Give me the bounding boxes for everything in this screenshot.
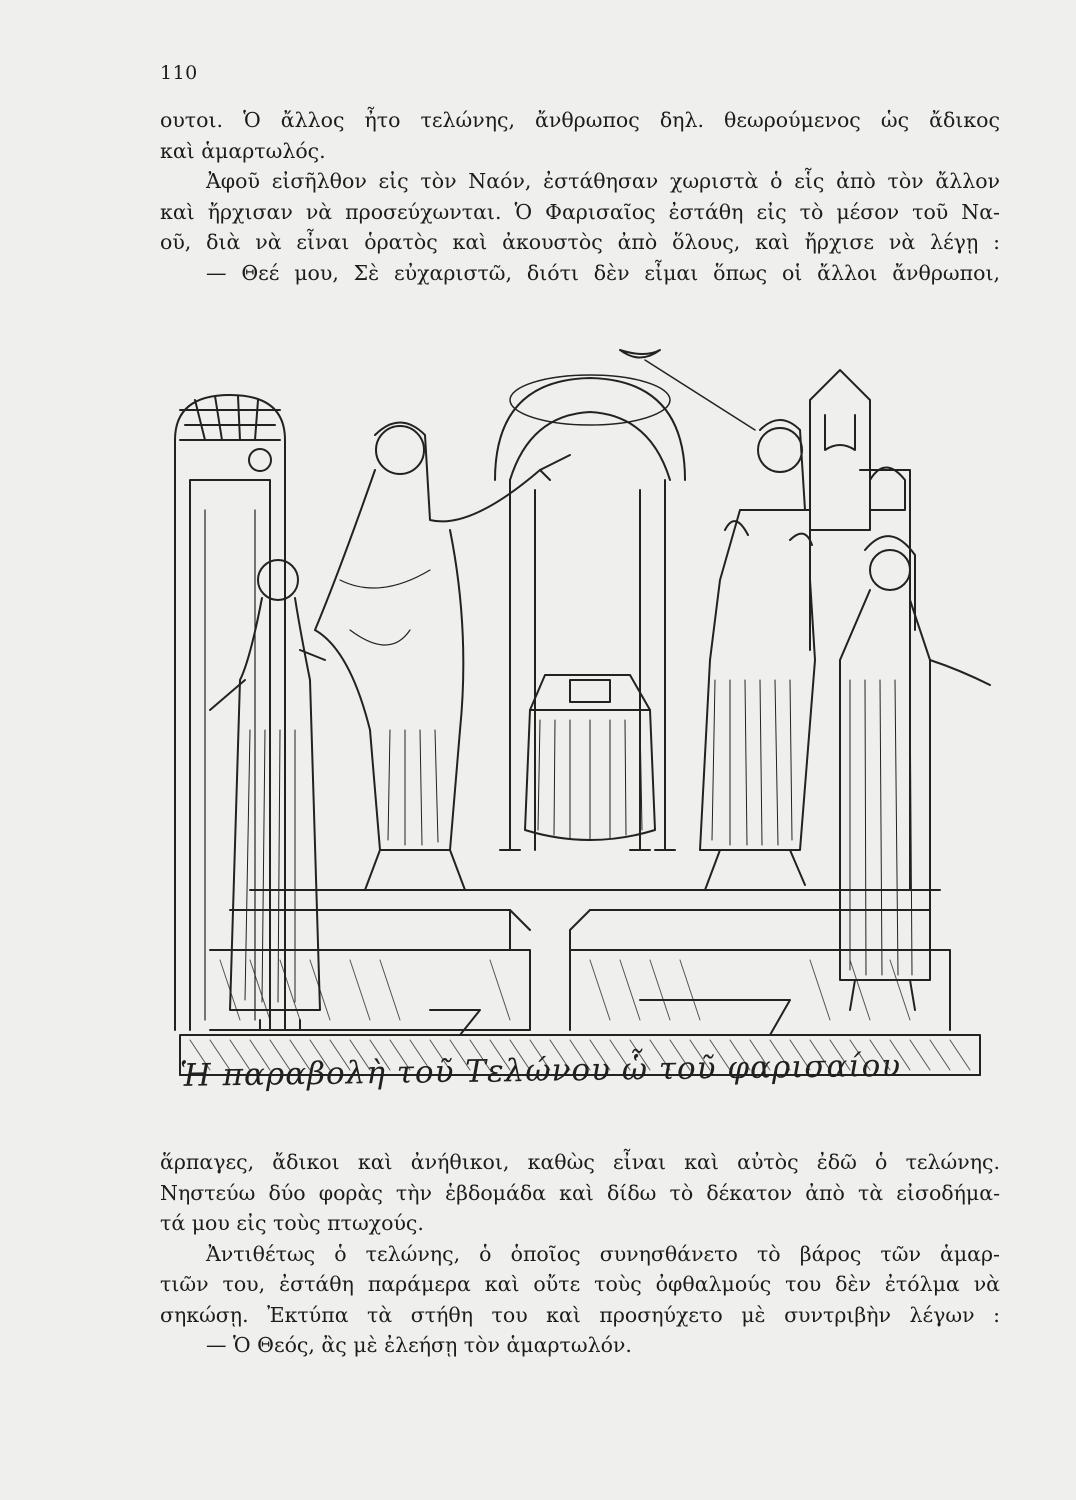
text-line: — Ὁ Θεός, ἂς μὲ ἐλεήσῃ τὸν ἁμαρτωλόν. (206, 1333, 632, 1357)
saint-figure-right (840, 536, 990, 1010)
page-number: 110 (160, 62, 198, 84)
canopy-ciborium (495, 375, 685, 850)
right-buildings (810, 370, 910, 890)
text-line: Νηστεύω δύο φορὰς τὴν ἑβδομάδα καὶ δίδω τὸ δέκατον ἀπὸ τὰ εἰσοδήμα- (160, 1180, 1000, 1205)
left-arch-building (175, 395, 285, 1030)
text-line: Ἀντιθέτως ὁ τελώνης, ὁ ὁποῖος συνησθάνετο τὸ βάρος τῶν ἁμαρ- (206, 1241, 1000, 1266)
illustration-drawing (150, 330, 1030, 1120)
text-line: τιῶν του, ἐστάθη παράμερα καὶ οὔτε τοὺς ὀφθαλμούς του δὲν ἐτόλμα νὰ (160, 1272, 1000, 1296)
text-line: καὶ ἤρχισαν νὰ προσεύχωνται. Ὁ Φαρισαῖος ἐστάθη εἰς τὸ μέσον τοῦ Να- (160, 199, 1000, 224)
parable-illustration (150, 330, 1030, 1120)
publican-figure (210, 560, 325, 1030)
illustration-caption: Ἡ παραβολὴ τοῦ Τελώνου ὧ τοῦ φαρισαίου (179, 1047, 902, 1094)
top-text-block (160, 105, 1000, 288)
steps-platform (180, 890, 980, 1075)
text-line: καὶ ἁμαρτωλός. (160, 138, 326, 163)
text-line: Ἀφοῦ εἰσῆλθον εἰς τὸν Ναόν, ἐστάθησαν χωριστὰ ὁ εἷς ἀπὸ τὸν ἄλλον (206, 169, 1000, 193)
text-line: οῦ, διὰ νὰ εἶναι ὁρατὸς καὶ ἀκουστὸς ἀπὸ ὅλους, καὶ ἤρχισε νὰ λέγῃ : (160, 230, 1000, 254)
text-line: σηκώσῃ. Ἐκτύπα τὰ στήθη του καὶ προσηύχετο μὲ συντριβὴν λέγων : (160, 1302, 1000, 1327)
text-line: τά μου εἰς τοὺς πτωχούς. (160, 1211, 424, 1235)
bottom-text-block (160, 1147, 1000, 1361)
text-line: ουτοι. Ὁ ἄλλος ἦτο τελώνης, ἄνθρωπος δηλ. θεωρούμενος ὡς ἄδικος (160, 108, 1000, 132)
text-line: — Θεέ μου, Σὲ εὐχαριστῶ, διότι δὲν εἶμαι ὅπως οἱ ἄλλοι ἄνθρωποι, (206, 260, 1000, 285)
pharisee-figure (315, 423, 570, 891)
saint-figure-right-center (700, 420, 815, 890)
text-line: ἅρπαγες, ἄδικοι καὶ ἀνήθικοι, καθὼς εἶναι καὶ αὐτὸς ἐδῶ ὁ τελώνης. (160, 1150, 1000, 1174)
